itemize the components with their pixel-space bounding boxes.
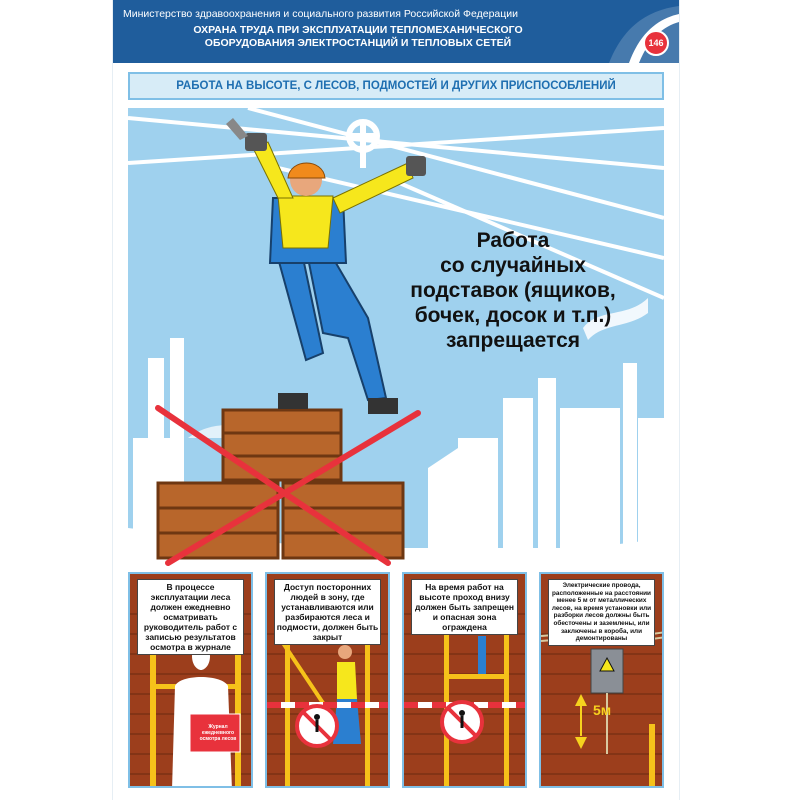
caption-inspection: В процессе эксплуатации леса должен ежедневно осматривать руководитель работ с записью результатов осмотра в журнале [137, 579, 244, 655]
warning-line-1: Работа [476, 229, 550, 252]
title-line-2: ОБОРУДОВАНИЯ ЭЛЕКТРОСТАНЦИЙ И ТЕПЛОВЫХ СЕТЕЙ [204, 37, 512, 49]
poster-title [123, 24, 593, 50]
poster [113, 0, 679, 800]
panel-danger-zone [402, 572, 527, 788]
warning-line-3: подставок (ящиков, [410, 279, 616, 302]
caption-electric-wires: Электрические провода, расположенные на расстоянии менее 5 м от металлических лесов, на время установки или разборки лесов должны быть обесточены и заземлены, или заключены в короба, или демонтированы [548, 579, 655, 646]
main-warning-text [383, 228, 643, 353]
warning-line-5: запрещается [445, 329, 581, 352]
panel-electric-wires [539, 572, 664, 788]
header-band [113, 0, 679, 63]
ministry-name: Министерство здравоохранения и социального развития Российской Федерации [123, 8, 518, 20]
caption-danger-zone: На время работ на высоте проход внизу должен быть запрещен и опасная зона ограждена [411, 579, 518, 635]
poster-number-badge: 146 [643, 30, 669, 56]
warning-line-2: со случайных [440, 254, 586, 277]
panel-access-closed [265, 572, 390, 788]
panel-inspection [128, 572, 253, 788]
instruction-panels [128, 572, 664, 788]
distance-label: 5м [593, 702, 612, 718]
journal-label: Журнал ежедневного осмотра лесов [199, 724, 237, 742]
warning-line-4: бочек, досок и т.п.) [414, 304, 612, 327]
section-title: РАБОТА НА ВЫСОТЕ, С ЛЕСОВ, ПОДМОСТЕЙ И ДРУГИХ ПРИСПОСОБЛЕНИЙ [128, 72, 664, 100]
caption-access-closed: Доступ посторонних людей в зону, где устанавливаются или разбираются леса и подмости, должен быть закрыт [274, 579, 381, 645]
title-line-1: ОХРАНА ТРУДА ПРИ ЭКСПЛУАТАЦИИ ТЕПЛОМЕХАНИЧЕСКОГО [193, 24, 523, 36]
